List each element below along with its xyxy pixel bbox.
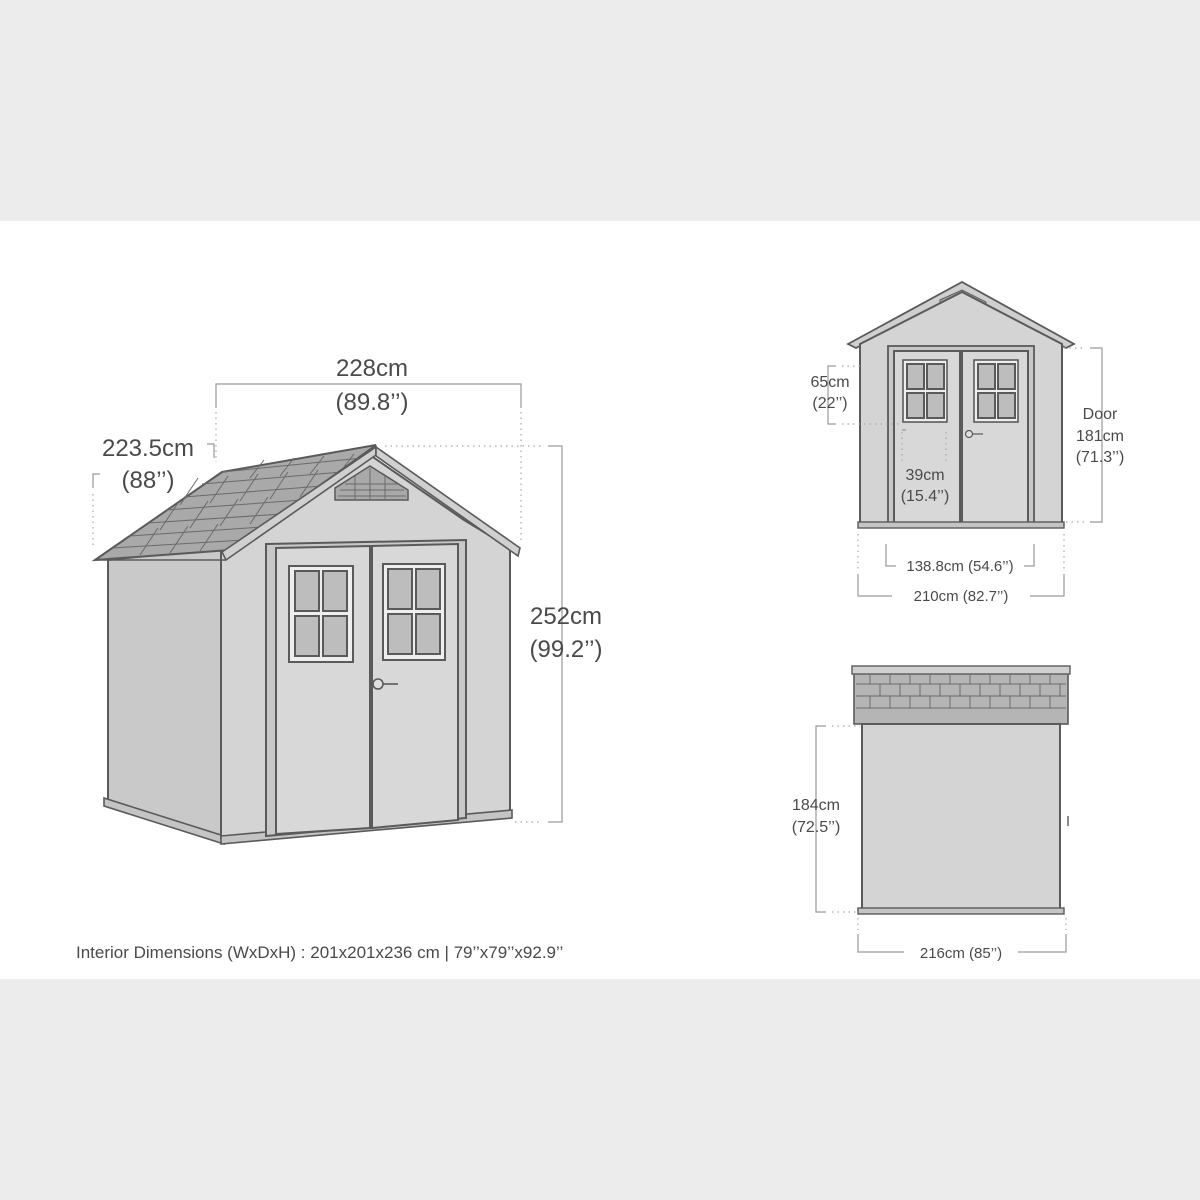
eave-cm-label: 65cm (810, 374, 850, 391)
height-cm-label: 252cm (529, 603, 603, 630)
side-elevation (792, 666, 1070, 962)
door-height-in-label: (71.3’’) (1075, 449, 1125, 466)
width-in-label: (89.8’’) (335, 389, 409, 416)
door-label: Door (1082, 406, 1118, 423)
door-width-label: 138.8cm (54.6’’) (906, 558, 1014, 575)
side-wall (108, 548, 221, 838)
diagram-panel (0, 221, 1200, 979)
width-cm-label: 228cm (335, 355, 409, 382)
front-base (858, 522, 1064, 528)
side-wall-elev (862, 724, 1060, 910)
eave-in-label: (22’’) (812, 395, 848, 412)
left-window (289, 566, 353, 662)
depth-cm-label: 223.5cm (101, 435, 195, 462)
side-height-in-label: (72.5’’) (791, 819, 841, 836)
door-handle (373, 679, 383, 689)
depth-dim-right (207, 444, 214, 458)
total-width-label: 210cm (82.7’’) (913, 588, 1009, 605)
door-height-cm-label: 181cm (1075, 428, 1125, 445)
window-width-cm-label: 39cm (905, 467, 945, 484)
interior-dimensions-text: Interior Dimensions (WxDxH) : 201x201x236 cm | 79’’x79’’x92.9’’ (76, 943, 564, 962)
side-depth-label: 216cm (85’’) (919, 945, 1003, 962)
height-in-label: (99.2’’) (529, 636, 603, 663)
depth-in-label: (88’’) (121, 467, 175, 494)
perspective-shed (93, 355, 602, 844)
front-elevation (810, 282, 1124, 605)
depth-dim-left (93, 474, 100, 488)
height-dim-line (548, 446, 562, 822)
window-width-in-label: (15.4’’) (900, 488, 950, 505)
side-height-cm-label: 184cm (791, 797, 841, 814)
shed-diagram (0, 221, 1200, 979)
right-window (383, 564, 445, 660)
